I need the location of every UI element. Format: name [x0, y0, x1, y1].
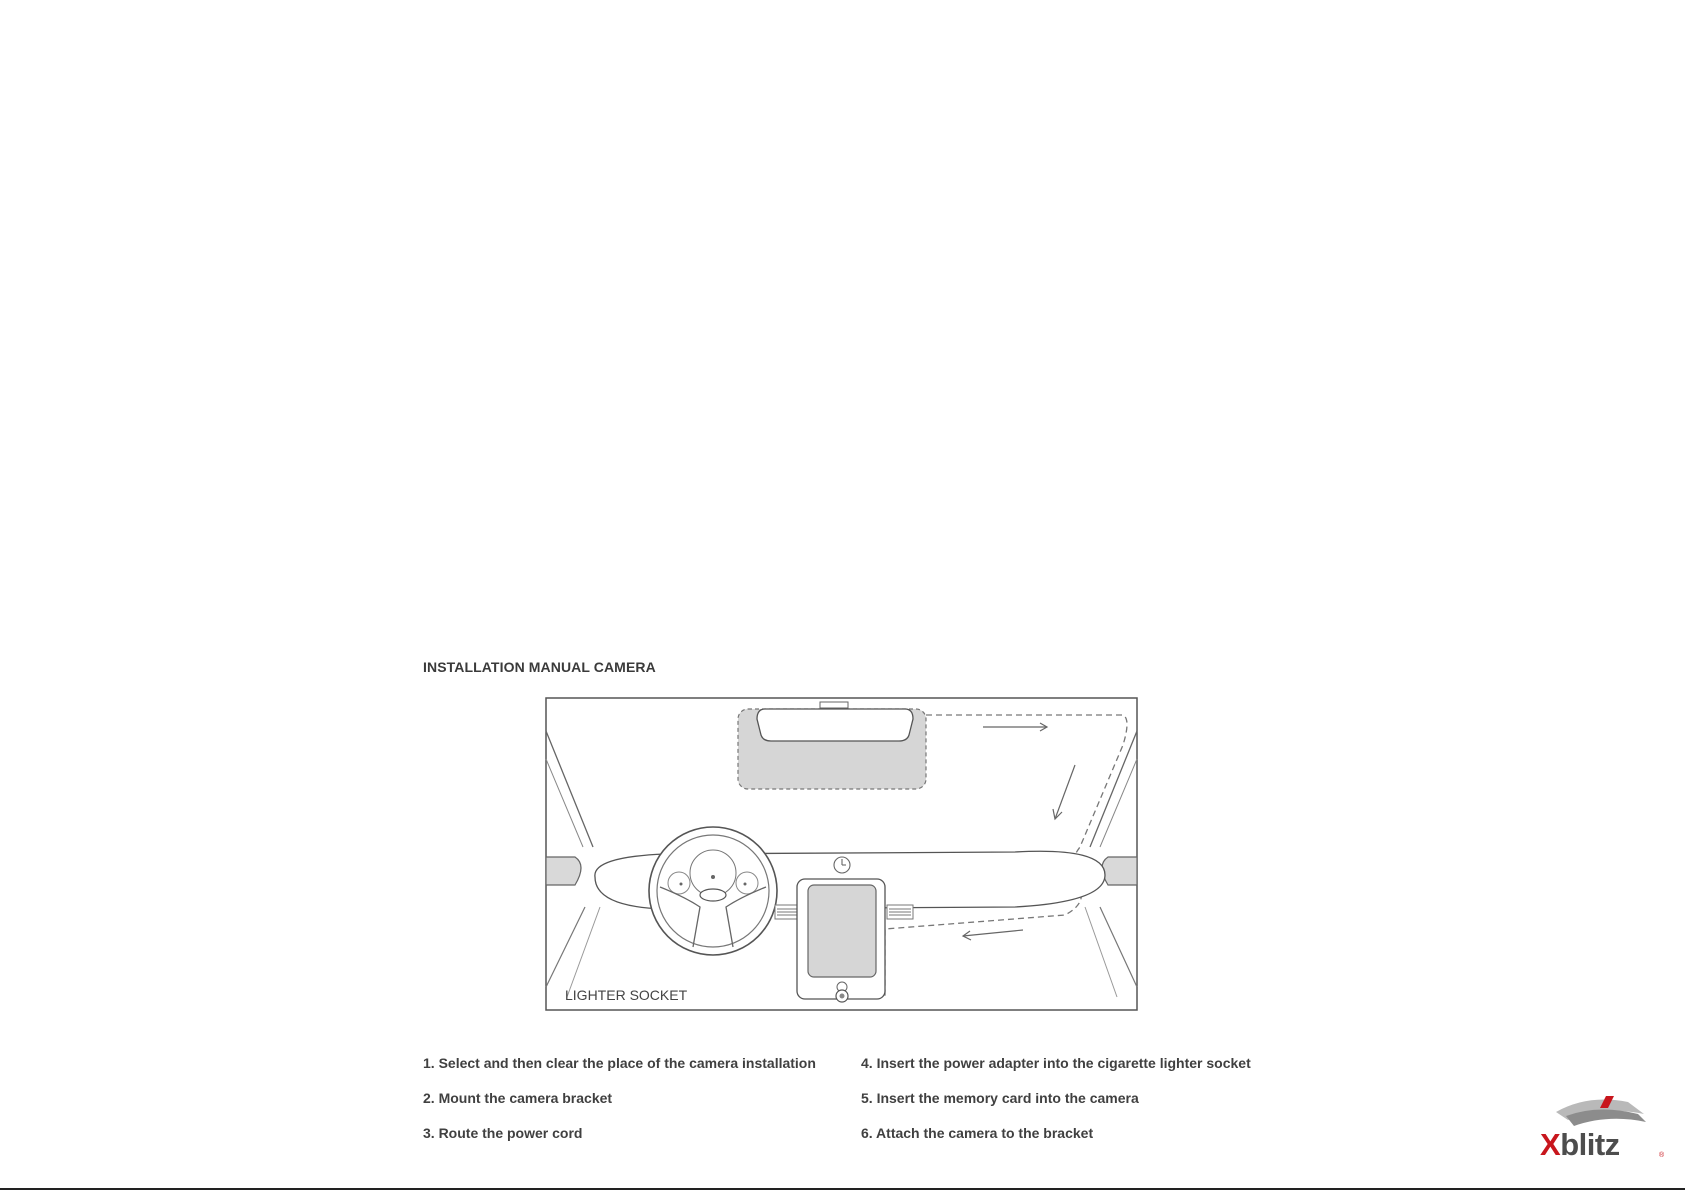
right-side-mirror [1102, 857, 1137, 885]
steering-wheel [649, 827, 777, 955]
bottom-rule [0, 1188, 1685, 1190]
registered-mark: ® [1659, 1152, 1665, 1159]
rear-view-mirror [757, 709, 913, 741]
right-air-vent [887, 905, 913, 919]
logo-wordmark: Xblitz [1540, 1127, 1620, 1162]
step-item: 4. Insert the power adapter into the cigarette lighter socket [861, 1055, 1251, 1071]
step-item: 6. Attach the camera to the bracket [861, 1125, 1094, 1141]
step-item: 5. Insert the memory card into the camera [861, 1090, 1139, 1106]
xblitz-logo [1538, 1092, 1670, 1164]
page-title: INSTALLATION MANUAL CAMERA [423, 659, 656, 675]
instruction-steps-right [861, 1055, 1251, 1160]
console-screen [808, 885, 876, 977]
lighter-socket-icon [836, 990, 848, 1002]
step-item: 2. Mount the camera bracket [423, 1090, 613, 1106]
step-item: 1. Select and then clear the place of the camera installation [423, 1055, 816, 1071]
car-interior-diagram [545, 697, 1138, 1011]
left-side-mirror [546, 857, 581, 885]
instruction-steps-left [423, 1055, 816, 1160]
step-item: 3. Route the power cord [423, 1125, 583, 1141]
mirror-mount [820, 702, 848, 708]
lighter-socket-label: LIGHTER SOCKET [565, 987, 688, 1003]
logo-emblem-icon [1548, 1092, 1658, 1132]
